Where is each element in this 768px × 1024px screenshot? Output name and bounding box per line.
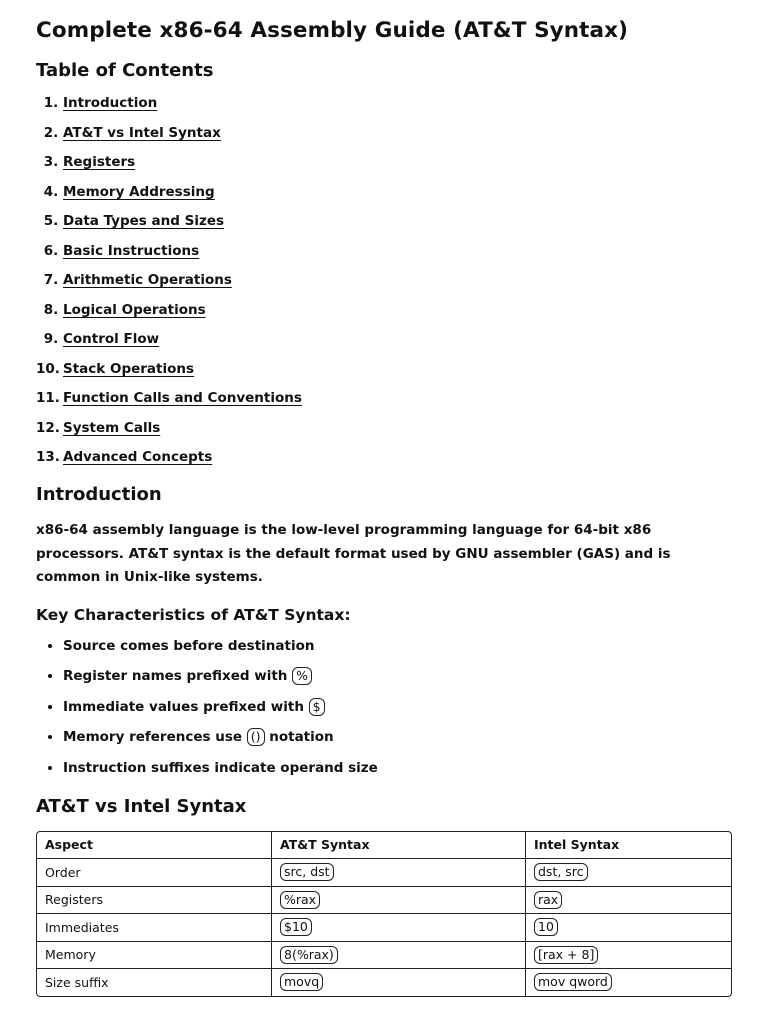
key-characteristic-item xyxy=(63,727,732,747)
toc-item-number: 13. xyxy=(36,449,65,465)
key-characteristic-text: Register names prefixed with xyxy=(63,668,293,684)
table-row xyxy=(37,914,731,942)
syntax-comparison-table xyxy=(36,831,732,997)
table-cell: Order xyxy=(37,859,272,887)
toc-item xyxy=(36,420,732,437)
table-cell xyxy=(272,969,526,996)
toc-item xyxy=(36,390,732,407)
toc-item xyxy=(36,302,732,319)
toc-link[interactable]: Introduction xyxy=(63,95,158,111)
toc-item-number: 7. xyxy=(43,272,63,288)
toc-item xyxy=(36,331,732,348)
table-row xyxy=(37,859,731,887)
toc-item xyxy=(36,243,732,260)
inline-code: % xyxy=(292,667,312,685)
table-cell xyxy=(526,942,731,970)
toc-link[interactable]: Data Types and Sizes xyxy=(63,213,225,229)
inline-code: $ xyxy=(309,698,325,716)
toc-item xyxy=(36,184,732,201)
table-cell: Immediates xyxy=(37,914,272,942)
table-cell xyxy=(526,859,731,887)
key-characteristic-text: Source comes before destination xyxy=(63,637,315,654)
table-cell xyxy=(272,887,526,915)
toc-link[interactable]: Registers xyxy=(63,154,136,170)
key-characteristic-item xyxy=(63,666,732,686)
table-header-row xyxy=(37,832,731,860)
toc-item xyxy=(36,95,732,112)
key-characteristic-text: Instruction suffixes indicate operand size xyxy=(63,759,378,776)
toc-item xyxy=(36,213,732,230)
toc-item-number: 1. xyxy=(43,95,63,111)
table-row xyxy=(37,887,731,915)
table-column-header: Intel Syntax xyxy=(526,832,731,860)
introduction-paragraph: x86-64 assembly language is the low-level programming language for 64-bit x86 processors. AT&T syntax is the default format used by GNU assembler (GAS) and is common in Unix-like systems. xyxy=(36,522,671,585)
table-body xyxy=(37,859,731,996)
toc-link[interactable]: AT&T vs Intel Syntax xyxy=(63,124,221,141)
table-cell: Size suffix xyxy=(37,969,272,996)
toc-item-number: 6. xyxy=(43,242,63,259)
table-cell xyxy=(526,969,731,996)
key-characteristic-item xyxy=(63,758,732,778)
toc-item xyxy=(36,449,732,466)
table-cell xyxy=(526,887,731,915)
toc-link[interactable]: Control Flow xyxy=(63,331,160,347)
inline-code: mov qword xyxy=(534,973,612,991)
toc-item-number: 12. xyxy=(36,419,65,436)
table-column-header: Aspect xyxy=(37,832,272,860)
toc-item xyxy=(36,272,732,289)
inline-code: () xyxy=(247,728,265,746)
table-row xyxy=(37,969,731,996)
key-characteristic-suffix: notation xyxy=(264,729,334,745)
inline-code: 10 xyxy=(534,918,558,936)
toc-item-number: 5. xyxy=(43,213,63,229)
table-row xyxy=(37,942,731,970)
table-cell xyxy=(272,914,526,942)
toc-link[interactable]: Logical Operations xyxy=(63,301,206,318)
toc-link[interactable]: Function Calls and Conventions xyxy=(63,390,302,406)
toc-item xyxy=(36,361,732,378)
toc-item-number: 10. xyxy=(36,360,65,377)
toc-link[interactable]: System Calls xyxy=(63,419,161,436)
inline-code: $10 xyxy=(280,918,312,936)
key-characteristics-heading: Key Characteristics of AT&T Syntax: xyxy=(36,605,351,624)
toc-item xyxy=(36,154,732,171)
introduction-heading: Introduction xyxy=(36,484,162,505)
toc-item xyxy=(36,125,732,142)
syntax-comparison-heading: AT&T vs Intel Syntax xyxy=(36,795,247,817)
toc-heading: Table of Contents xyxy=(36,60,214,81)
inline-code: movq xyxy=(280,973,323,991)
toc-item-number: 11. xyxy=(36,390,65,406)
key-characteristic-item xyxy=(63,636,732,656)
inline-code: [rax + 8] xyxy=(534,946,598,964)
inline-code: rax xyxy=(534,891,562,909)
key-characteristic-text: Immediate values prefixed with xyxy=(63,698,309,715)
table-cell xyxy=(272,859,526,887)
toc-link[interactable]: Basic Instructions xyxy=(63,242,200,259)
toc-item-number: 9. xyxy=(43,331,63,347)
toc-link[interactable]: Stack Operations xyxy=(63,360,195,377)
key-characteristic-item xyxy=(63,697,732,717)
key-characteristic-text: Memory references use xyxy=(63,729,247,745)
table-cell xyxy=(526,914,731,942)
toc-item-number: 8. xyxy=(43,301,63,318)
toc-link[interactable]: Arithmetic Operations xyxy=(63,272,232,288)
inline-code: dst, src xyxy=(534,863,588,881)
inline-code: src, dst xyxy=(280,863,334,881)
inline-code: 8(%rax) xyxy=(280,946,338,964)
table-cell: Memory xyxy=(37,942,272,970)
toc-item-number: 2. xyxy=(43,124,63,141)
page-title: Complete x86-64 Assembly Guide (AT&T Syntax) xyxy=(36,18,629,43)
table-cell: Registers xyxy=(37,887,272,915)
table-cell xyxy=(272,942,526,970)
toc-item-number: 4. xyxy=(43,183,63,200)
toc-list xyxy=(36,95,732,466)
key-characteristics-list xyxy=(36,636,732,778)
toc-link[interactable]: Advanced Concepts xyxy=(63,449,213,465)
toc-link[interactable]: Memory Addressing xyxy=(63,183,215,200)
toc-item-number: 3. xyxy=(43,154,63,170)
inline-code: %rax xyxy=(280,891,320,909)
table-column-header: AT&T Syntax xyxy=(272,832,526,860)
